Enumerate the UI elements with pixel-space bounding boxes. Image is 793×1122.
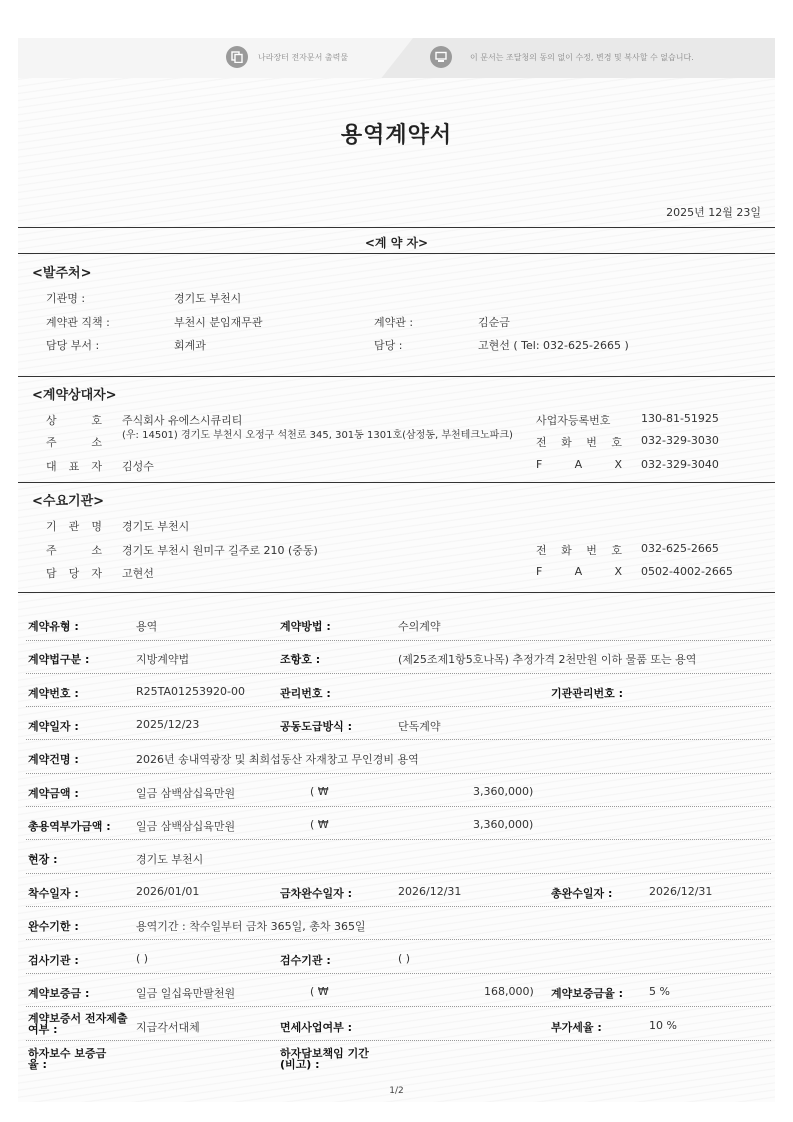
orderer-heading: <발주처> [32, 266, 92, 281]
law-value: 지방계약법 [136, 653, 190, 666]
defect-amount-label: 하자보수 보증금율 : [28, 1047, 107, 1071]
inspect-value: ( ) [136, 952, 149, 965]
this-end-label: 금차완수일자 : [280, 887, 352, 900]
contractor-name-value: 주식회사 유에스시큐리티 [122, 414, 243, 427]
clause-value: (제25조제1항5호나목) 추정가격 2천만원 이하 물품 또는 용역 [398, 653, 697, 666]
divider [18, 592, 775, 593]
amount-value: 3,360,000) [473, 785, 534, 798]
vat-rate-label: 부가세율 : [551, 1021, 602, 1034]
vat-amount-currency: ( ₩ [310, 818, 329, 831]
row-divider [26, 1006, 771, 1007]
start-date-label: 착수일자 : [28, 887, 79, 900]
demand-fax-value: 0502-4002-2665 [641, 565, 733, 578]
banner-left-text: 나라장터 전자문서 출력물 [258, 53, 349, 62]
row-divider [26, 773, 771, 774]
officer-title-label: 계약관 직책 : [46, 316, 110, 329]
method-value: 수의계약 [398, 620, 441, 633]
contractor-addr-value: (우: 14501) 경기도 부천시 오정구 석천로 345, 301동 1301호(삼정동, 부천테크노파크) [122, 430, 513, 441]
officer-label: 계약관 : [374, 316, 414, 329]
accept-label: 검수기관 : [280, 954, 331, 967]
row-divider [26, 673, 771, 674]
contractor-ceo-label: 대 표 자 [46, 460, 102, 473]
edoc-label: 계약보증서 전자제출여부 : [28, 1012, 128, 1036]
defect-period-label: 하자담보책임 기간(비고) : [280, 1047, 369, 1071]
copy-document-icon [226, 46, 248, 68]
person-value: 고현선 ( Tel: 032-625-2665 ) [478, 339, 629, 352]
contractor-name-label: 상 호 [46, 414, 102, 427]
bizno-label: 사업자등록번호 [536, 414, 611, 427]
person-label: 담당 : [374, 339, 403, 352]
demand-tel-value: 032-625-2665 [641, 542, 719, 555]
contract-date-label: 계약일자 : [28, 720, 79, 733]
vat-amount-words: 일금 삼백삼십육만원 [136, 820, 236, 833]
contractor-tel-value: 032-329-3030 [641, 434, 719, 447]
agency-mgmt-label: 기관관리번호 : [551, 687, 623, 700]
deadline-value: 용역기간 : 착수일부터 금차 365일, 총차 365일 [136, 920, 366, 933]
vat-amount-value: 3,360,000) [473, 818, 534, 831]
contractor-heading: <계약상대자> [32, 388, 117, 403]
deadline-label: 완수기한 : [28, 920, 79, 933]
demand-person-value: 고현선 [122, 567, 154, 580]
orderer-agency-label: 기관명 : [46, 292, 86, 305]
row-divider [26, 973, 771, 974]
contractor-tel-label: 전 화 번 호 [536, 436, 622, 449]
contract-name-value: 2026년 송내역광장 및 최희섭동산 자재창고 무인경비 용역 [136, 753, 419, 766]
row-divider [26, 706, 771, 707]
page-number: 1/2 [389, 1086, 404, 1096]
banner-left-panel [18, 38, 413, 78]
amount-words: 일금 삼백삼십육만원 [136, 787, 236, 800]
site-label: 현장 : [28, 853, 58, 866]
demand-addr-label: 주 소 [46, 544, 102, 557]
bizno-value: 130-81-51925 [641, 412, 719, 425]
type-value: 용역 [136, 620, 158, 633]
contract-no-label: 계약번호 : [28, 687, 79, 700]
divider [18, 376, 775, 377]
accept-value: ( ) [398, 952, 411, 965]
row-divider [26, 839, 771, 840]
party-title: <계 약 자> [364, 236, 429, 250]
total-end-value: 2026/12/31 [649, 885, 713, 898]
divider [18, 482, 775, 483]
demand-fax-label: F A X [536, 565, 622, 578]
row-divider [26, 873, 771, 874]
joint-label: 공동도급방식 : [280, 720, 352, 733]
contract-no-value: R25TA01253920-00 [136, 685, 245, 698]
row-divider [26, 739, 771, 740]
contract-date: 2025년 12월 23일 [666, 206, 761, 219]
demand-tel-label: 전 화 번 호 [536, 544, 622, 557]
type-label: 계약유형 : [28, 620, 79, 633]
inspect-label: 검사기관 : [28, 954, 79, 967]
contractor-addr-label: 주 소 [46, 436, 102, 449]
amount-currency: ( ₩ [310, 785, 329, 798]
start-date-value: 2026/01/01 [136, 885, 200, 898]
printer-icon [430, 46, 452, 68]
officer-title-value: 부천시 분임재무관 [174, 316, 263, 329]
dept-value: 회계과 [174, 339, 206, 352]
contractor-fax-value: 032-329-3040 [641, 458, 719, 471]
row-divider [26, 939, 771, 940]
divider [18, 227, 775, 228]
demand-person-label: 담 당 자 [46, 567, 102, 580]
officer-value: 김순금 [478, 316, 510, 329]
edoc-value: 지급각서대체 [136, 1021, 200, 1034]
demand-name-value: 경기도 부천시 [122, 520, 190, 533]
demand-addr-value: 경기도 부천시 원미구 길주로 210 (중동) [122, 544, 318, 557]
divider [18, 253, 775, 254]
demand-name-label: 기 관 명 [46, 520, 102, 533]
deposit-rate-label: 계약보증금율 : [551, 987, 623, 1000]
contract-name-label: 계약건명 : [28, 753, 79, 766]
exempt-label: 면세사업여부 : [280, 1021, 352, 1034]
orderer-agency-value: 경기도 부천시 [174, 292, 242, 305]
total-end-label: 총완수일자 : [551, 887, 613, 900]
print-banner [18, 38, 775, 78]
contract-page [18, 38, 775, 1102]
joint-value: 단독계약 [398, 720, 441, 733]
contract-date-value: 2025/12/23 [136, 718, 200, 731]
law-label: 계약법구분 : [28, 653, 90, 666]
vat-amount-label: 총용역부가금액 : [28, 820, 111, 833]
dept-label: 담당 부서 : [46, 339, 100, 352]
deposit-words: 일금 일십육만팔천원 [136, 987, 236, 1000]
deposit-label: 계약보증금 : [28, 987, 90, 1000]
demand-heading: <수요기관> [32, 494, 105, 509]
row-divider [26, 1040, 771, 1041]
row-divider [26, 806, 771, 807]
clause-label: 조항호 : [280, 653, 321, 666]
this-end-value: 2026/12/31 [398, 885, 462, 898]
contractor-ceo-value: 김성수 [122, 460, 154, 473]
method-label: 계약방법 : [280, 620, 331, 633]
banner-right-text: 이 문서는 조달청의 동의 없이 수정, 변경 및 복사할 수 없습니다. [470, 53, 694, 62]
amount-label: 계약금액 : [28, 787, 79, 800]
deposit-value: 168,000) [484, 985, 534, 998]
row-divider [26, 640, 771, 641]
deposit-currency: ( ₩ [310, 985, 329, 998]
vat-rate-value: 10 % [649, 1019, 677, 1032]
row-divider [26, 906, 771, 907]
deposit-rate-value: 5 % [649, 985, 670, 998]
site-value: 경기도 부천시 [136, 853, 204, 866]
mgmt-no-label: 관리번호 : [280, 687, 331, 700]
contractor-fax-label: F A X [536, 458, 622, 471]
page-title: 용역계약서 [340, 123, 453, 148]
